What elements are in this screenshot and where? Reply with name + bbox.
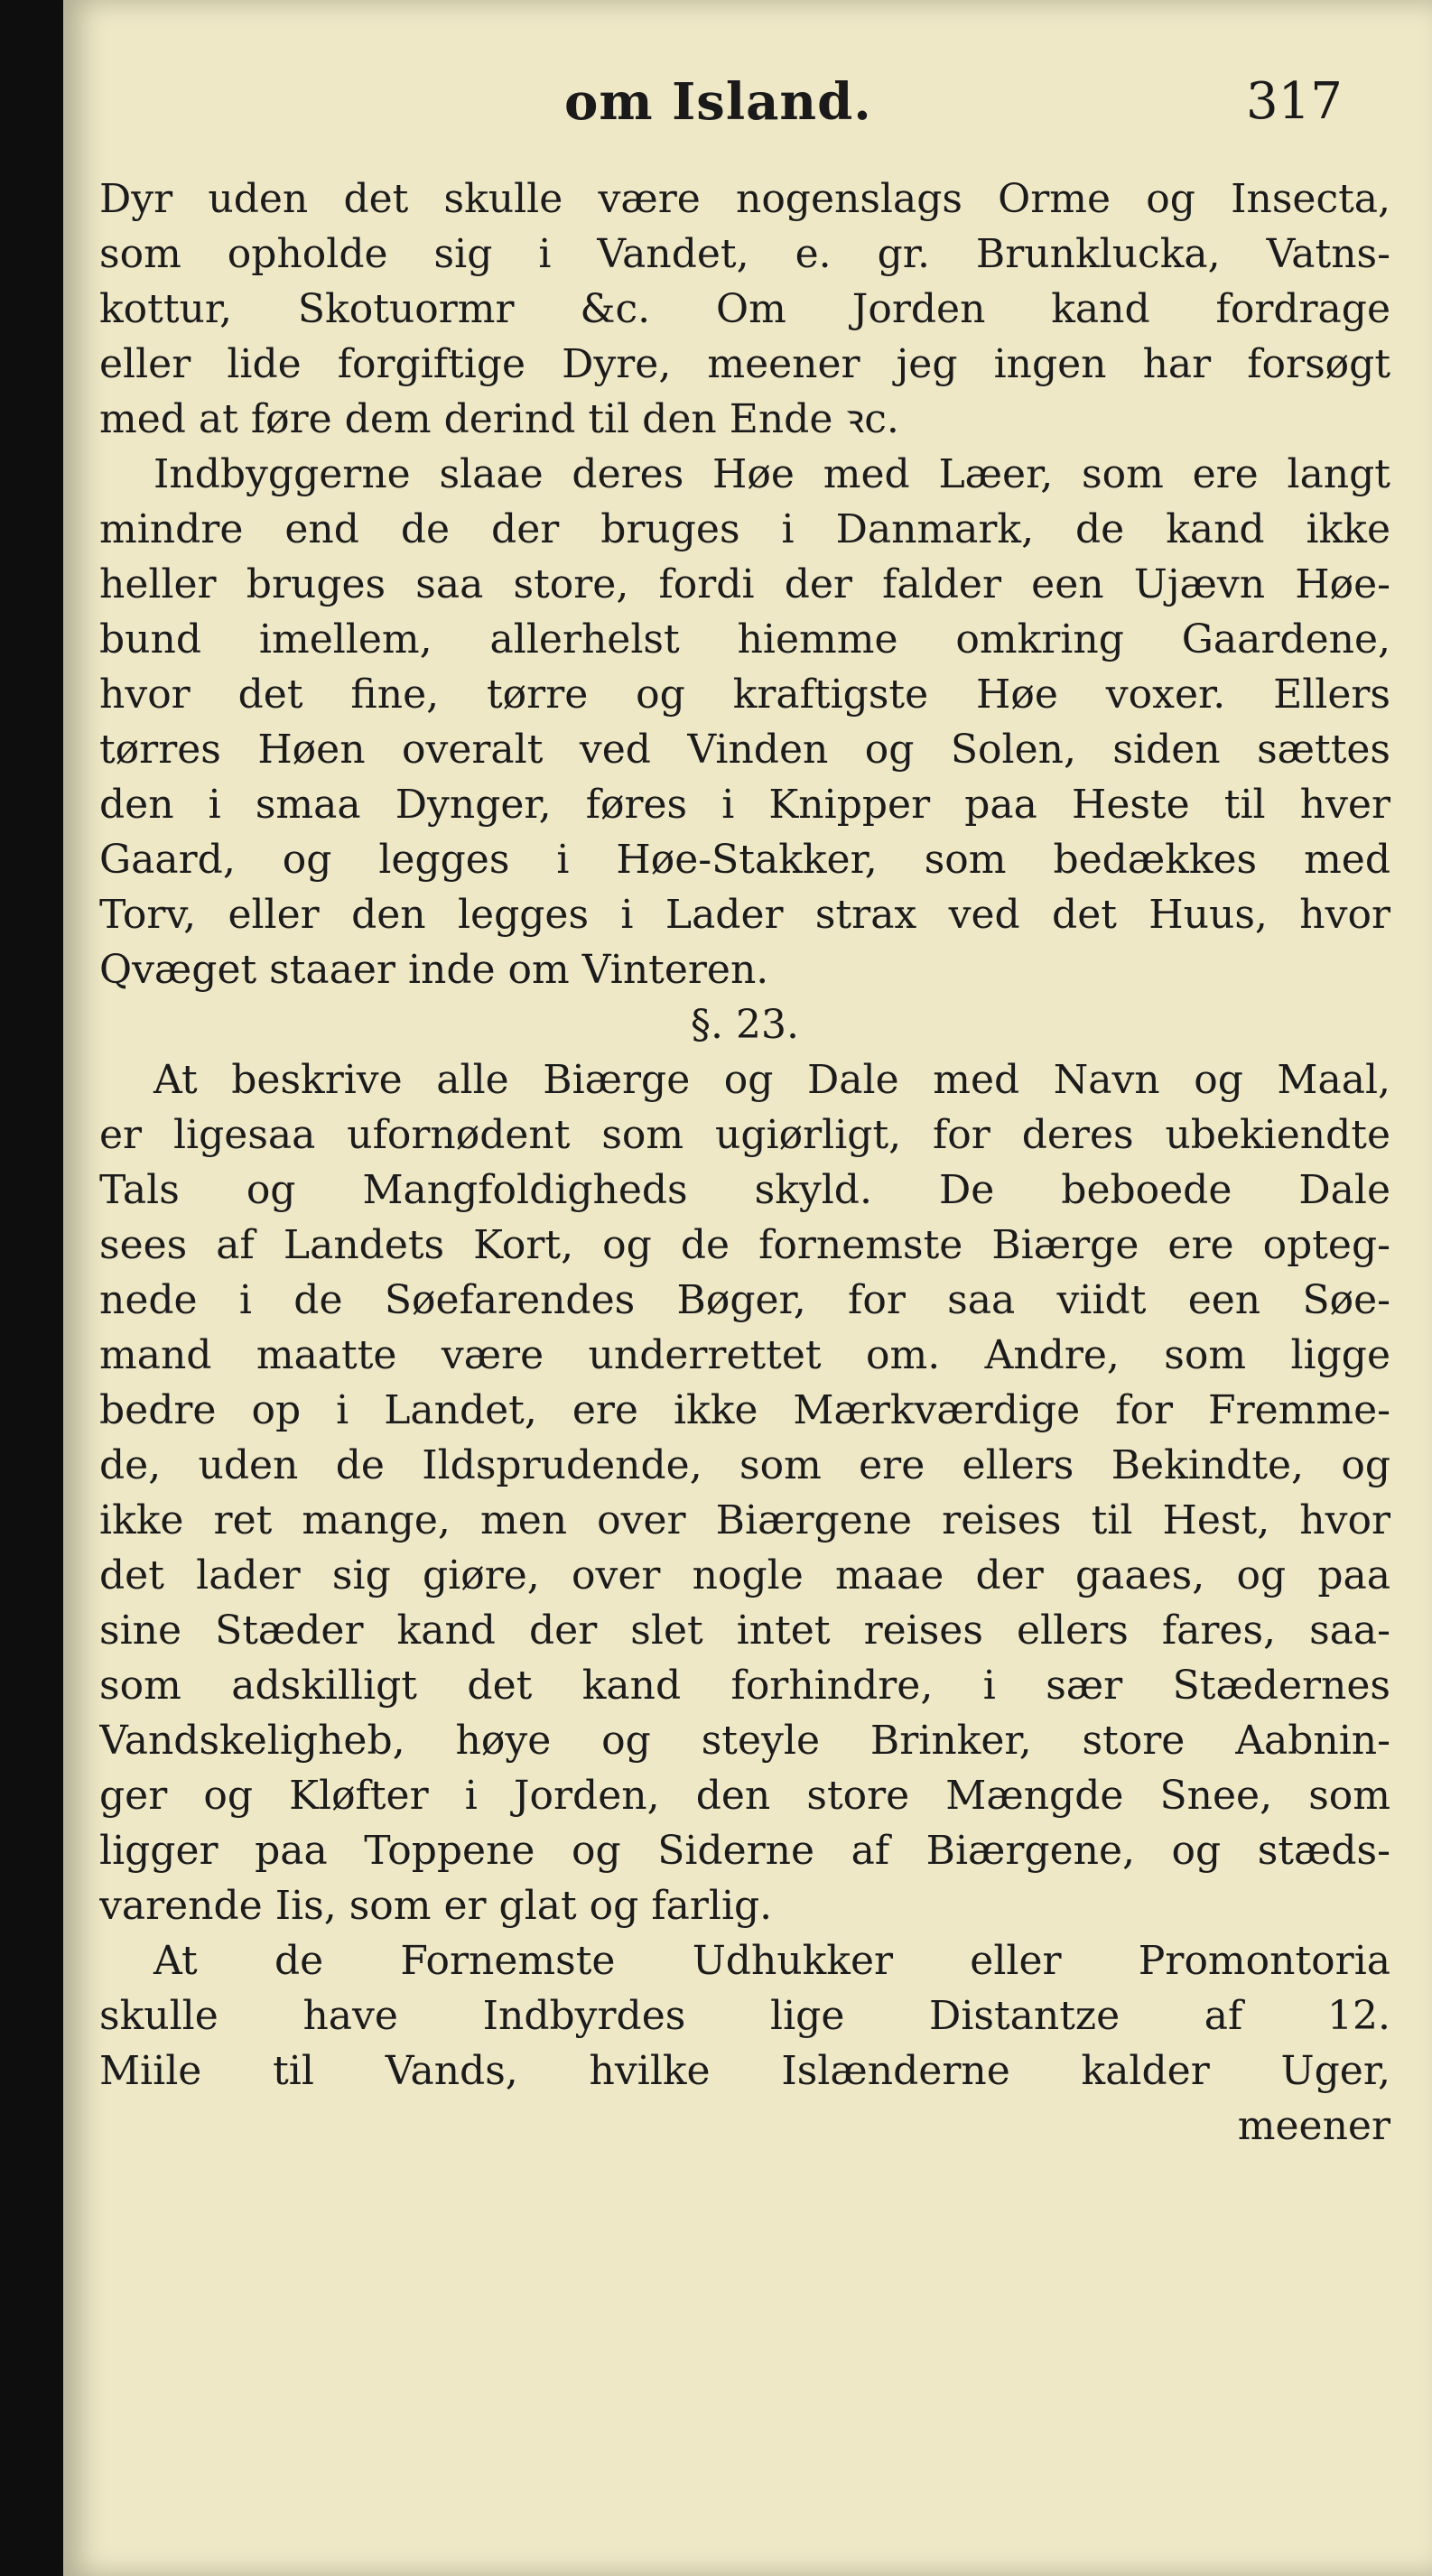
page-header [63,72,1432,144]
text-line: Qvæget staaer inde om Vinteren. [99,947,769,993]
text-line: Vandskeligheb, høye og steyle Brinker, store Aabnin- [99,1718,1390,1764]
text-line: mand maatte være underrettet om. Andre, som ligge [99,1332,1390,1378]
paragraph-start-line: At de Fornemste Udhukker eller Promontoria [153,1938,1390,1984]
text-line: ligger paa Toppene og Siderne af Biærgene, og stæds- [99,1828,1390,1874]
text-line: som opholde sig i Vandet, e. gr. Brunklucka, Vatns- [99,231,1390,277]
text-line: det lader sig giøre, over nogle maae der gaaes, og paa [99,1552,1390,1598]
text-line: bedre op i Landet, ere ikke Mærkværdige for Fremme- [99,1387,1390,1433]
text-line: tørres Høen overalt ved Vinden og Solen, siden sættes [99,727,1390,773]
text-line: som adskilligt det kand forhindre, i sær Stædernes [99,1663,1390,1709]
paragraph-start-line: Indbyggerne slaae deres Høe med Læer, som ere langt [153,451,1390,497]
text-line: nede i de Søefarendes Bøger, for saa viidt een Søe- [99,1277,1390,1323]
text-line: Miile til Vands, hvilke Islænderne kalder Uger, [99,2048,1390,2094]
text-line: Torv, eller den legges i Lader strax ved det Huus, hvor [99,892,1390,938]
text-line: Gaard, og legges i Høe-Stakker, som bedækkes med [99,837,1390,883]
text-line: varende Iis, som er glat og farlig. [99,1883,773,1929]
text-line: med at føre dem derind til den Ende ꝛc. [99,396,899,442]
text-line: sine Stæder kand der slet intet reises ellers fares, saa- [99,1608,1390,1654]
text-line: skulle have Indbyrdes lige Distantze af 12. [99,1993,1390,2039]
text-line: de, uden de Ildsprudende, som ere ellers Bekindte, og [99,1442,1390,1488]
body-text [99,171,1390,2154]
text-line: bund imellem, allerhelst hiemme omkring Gaardene, [99,616,1390,663]
book-page [63,0,1432,2576]
book-gutter-shadow [0,0,63,2576]
text-line: ikke ret mange, men over Biærgene reises til Hest, hvor [99,1497,1390,1543]
text-line: eller lide forgiftige Dyre, meener jeg ingen har forsøgt [99,341,1390,387]
text-line: sees af Landets Kort, og de fornemste Biærge ere opteg- [99,1222,1390,1268]
paragraph-start-line: At beskrive alle Biærge og Dale med Navn og Maal, [153,1057,1390,1103]
page-number: 317 [1246,72,1343,131]
text-line: kottur, Skotuormr &c. Om Jorden kand fordrage [99,286,1390,332]
running-title: om Island. [564,72,872,132]
text-line: Tals og Mangfoldigheds skyld. De beboede Dale [99,1167,1390,1213]
catchword: meener [1237,2103,1390,2149]
text-line: hvor det fine, tørre og kraftigste Høe voxer. Ellers [99,672,1390,718]
text-line: mindre end de der bruges i Danmark, de kand ikke [99,506,1390,552]
text-line: heller bruges saa store, fordi der falder een Ujævn Høe- [99,561,1390,607]
section-heading: §. 23. [691,1002,799,1048]
text-line: ger og Kløfter i Jorden, den store Mængde Snee, som [99,1773,1390,1819]
text-line: er ligesaa ufornødent som ugiørligt, for deres ubekiendte [99,1112,1390,1158]
text-line: den i smaa Dynger, føres i Knipper paa Heste til hver [99,782,1390,828]
text-line: Dyr uden det skulle være nogenslags Orme og Insecta, [99,176,1390,222]
